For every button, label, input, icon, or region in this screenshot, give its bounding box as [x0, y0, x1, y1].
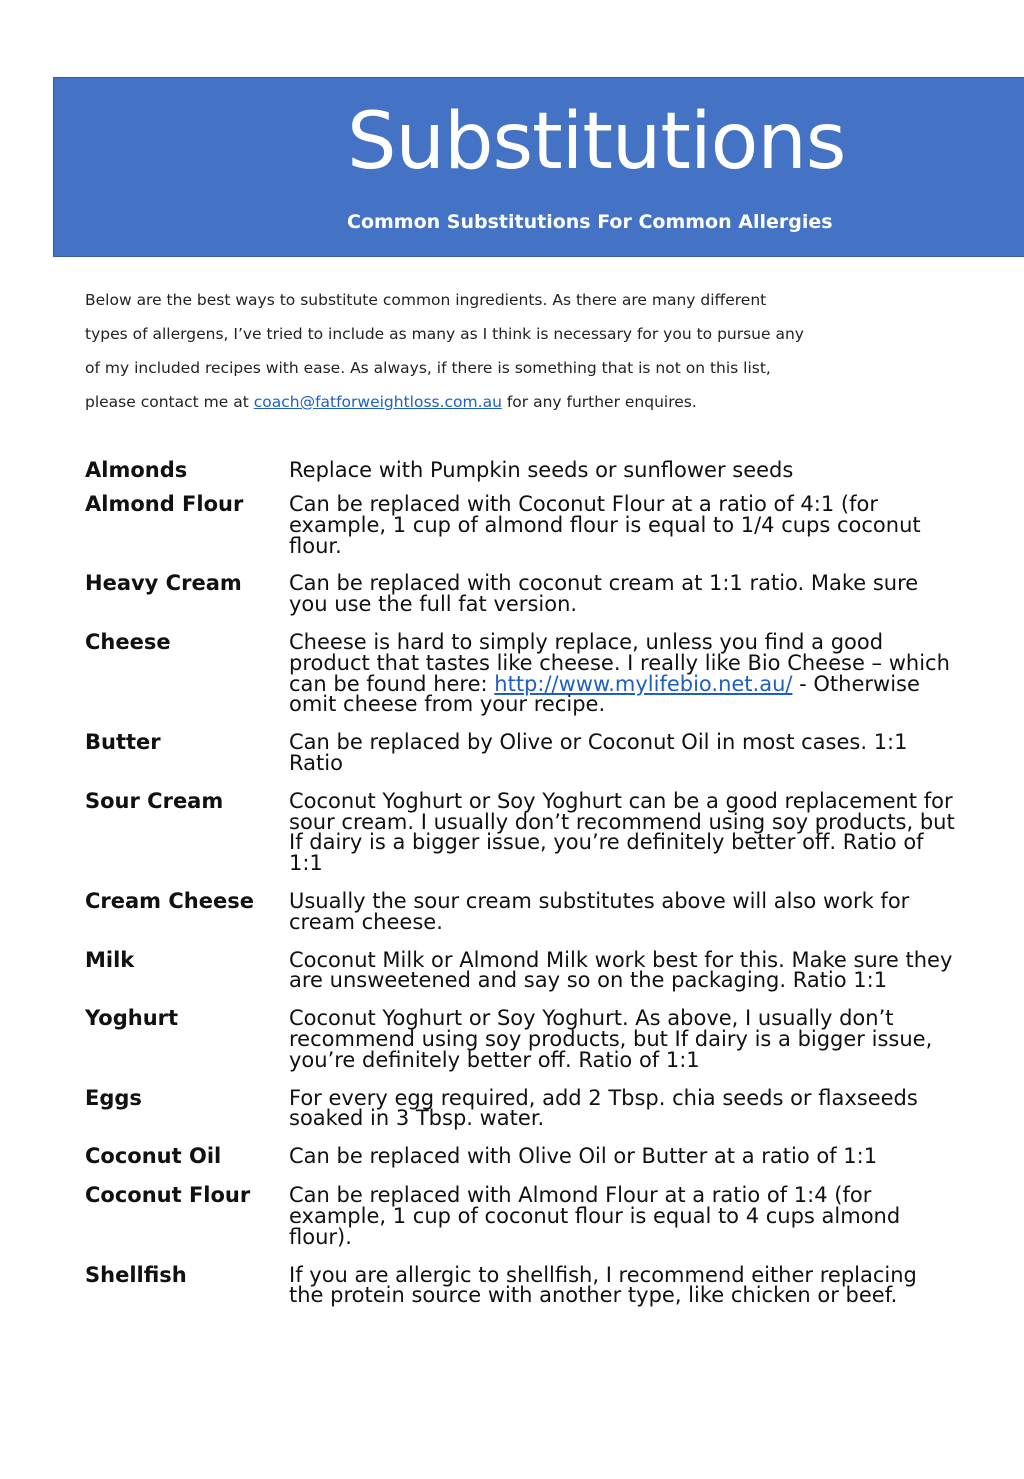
substitution-description: Can be replaced with Almond Flour at a ratio of 1:4 (for example, 1 cup of coconut flour is equal to 4 cups almond flour).: [289, 1183, 901, 1249]
substitution-description: Can be replaced by Olive or Coconut Oil in most cases. 1:1 Ratio: [289, 730, 908, 775]
substitution-row-yoghurt: [85, 1006, 955, 1070]
substitution-row-sour-cream: [85, 789, 955, 874]
substitution-row-eggs: [85, 1086, 955, 1130]
substitution-row-milk: [85, 948, 955, 992]
substitution-row-butter: [85, 730, 955, 774]
intro-paragraph: [85, 283, 955, 419]
substitution-term: Coconut Flour: [85, 1183, 251, 1208]
contact-email-link[interactable]: coach@fatforweightloss.com.au: [253, 393, 502, 411]
substitution-description: If you are allergic to shellfish, I recommend either replacing the protein source with another type, like chicken or beef.: [289, 1262, 917, 1308]
cheese-description-text: Cheese is hard to simply replace, unless you find a good product that tastes like cheese. I really like Bio Cheese – which can be found here:: [289, 629, 950, 696]
intro-line: Below are the best ways to substitute common ingredients. As there are many different: [85, 291, 767, 309]
substitution-term: Eggs: [85, 1085, 142, 1110]
substitution-row-cheese: [85, 630, 955, 715]
intro-contact-suffix: for any further enquires.: [501, 393, 697, 411]
intro-line: [85, 385, 955, 419]
substitution-term: Coconut Oil: [85, 1144, 222, 1169]
substitution-term: Cream Cheese: [85, 888, 254, 913]
substitution-term: Cheese: [85, 629, 171, 654]
page-subtitle: Common Substitutions For Common Allergies: [347, 211, 833, 233]
cheese-description-suffix: - Otherwise omit cheese from your recipe.: [289, 671, 920, 717]
substitution-description: Usually the sour cream substitutes above will also work for cream cheese.: [289, 888, 910, 934]
mylifebio-link[interactable]: http://www.mylifebio.net.au/: [494, 671, 793, 696]
substitution-row-heavy-cream: [85, 571, 955, 615]
intro-contact-prefix: please contact me at: [85, 393, 254, 411]
substitution-description: Coconut Yoghurt or Soy Yoghurt. As above, I usually don’t recommend using soy products, but If dairy is a bigger issue, you’re definitely better off. Ratio of 1:1: [289, 1006, 933, 1072]
substitution-description: Coconut Milk or Almond Milk work best for this. Make sure they are unsweetened and say so on the packaging. Ratio 1:1: [289, 947, 953, 993]
substitution-term: Almonds: [85, 458, 188, 482]
substitution-term: Shellfish: [85, 1262, 187, 1287]
substitution-row-almond-flour: [85, 492, 955, 556]
substitution-description: [289, 630, 955, 715]
header-banner: [53, 77, 1024, 257]
substitution-description: Coconut Yoghurt or Soy Yoghurt can be a good replacement for sour cream. I usually don’t recommend using soy products, but If dairy is a bigger issue, you’re definitely better off. Ratio of 1:1: [289, 788, 955, 876]
substitution-row-coconut-flour: [85, 1183, 955, 1247]
substitution-description: Can be replaced with Coconut Flour at a ratio of 4:1 (for example, 1 cup of almond flour is equal to 1/4 cups coconut flour.: [289, 492, 921, 558]
intro-line: types of allergens, I’ve tried to include as many as I think is necessary for you to pursue any: [85, 325, 804, 343]
substitution-term: Milk: [85, 947, 135, 972]
substitution-term: Yoghurt: [85, 1006, 179, 1031]
substitution-term: Heavy Cream: [85, 571, 242, 596]
page-title: Substitutions: [347, 97, 846, 187]
intro-line: of my included recipes with ease. As always, if there is something that is not on this list,: [85, 359, 771, 377]
substitution-term: Sour Cream: [85, 788, 224, 813]
substitution-term: Butter: [85, 730, 161, 755]
substitution-row-almonds: [85, 458, 955, 482]
substitution-row-coconut-oil: [85, 1144, 955, 1168]
substitution-description: Replace with Pumpkin seeds or sunflower seeds: [289, 458, 794, 482]
substitution-row-shellfish: [85, 1263, 955, 1307]
substitution-description: Can be replaced with coconut cream at 1:1 ratio. Make sure you use the full fat version.: [289, 571, 919, 617]
substitution-description: Can be replaced with Olive Oil or Butter at a ratio of 1:1: [289, 1144, 878, 1169]
substitution-term: Almond Flour: [85, 492, 244, 516]
substitution-description: For every egg required, add 2 Tbsp. chia seeds or flaxseeds soaked in 3 Tbsp. water.: [289, 1085, 918, 1131]
substitution-row-cream-cheese: [85, 889, 955, 933]
substitutions-list: [85, 458, 955, 1321]
